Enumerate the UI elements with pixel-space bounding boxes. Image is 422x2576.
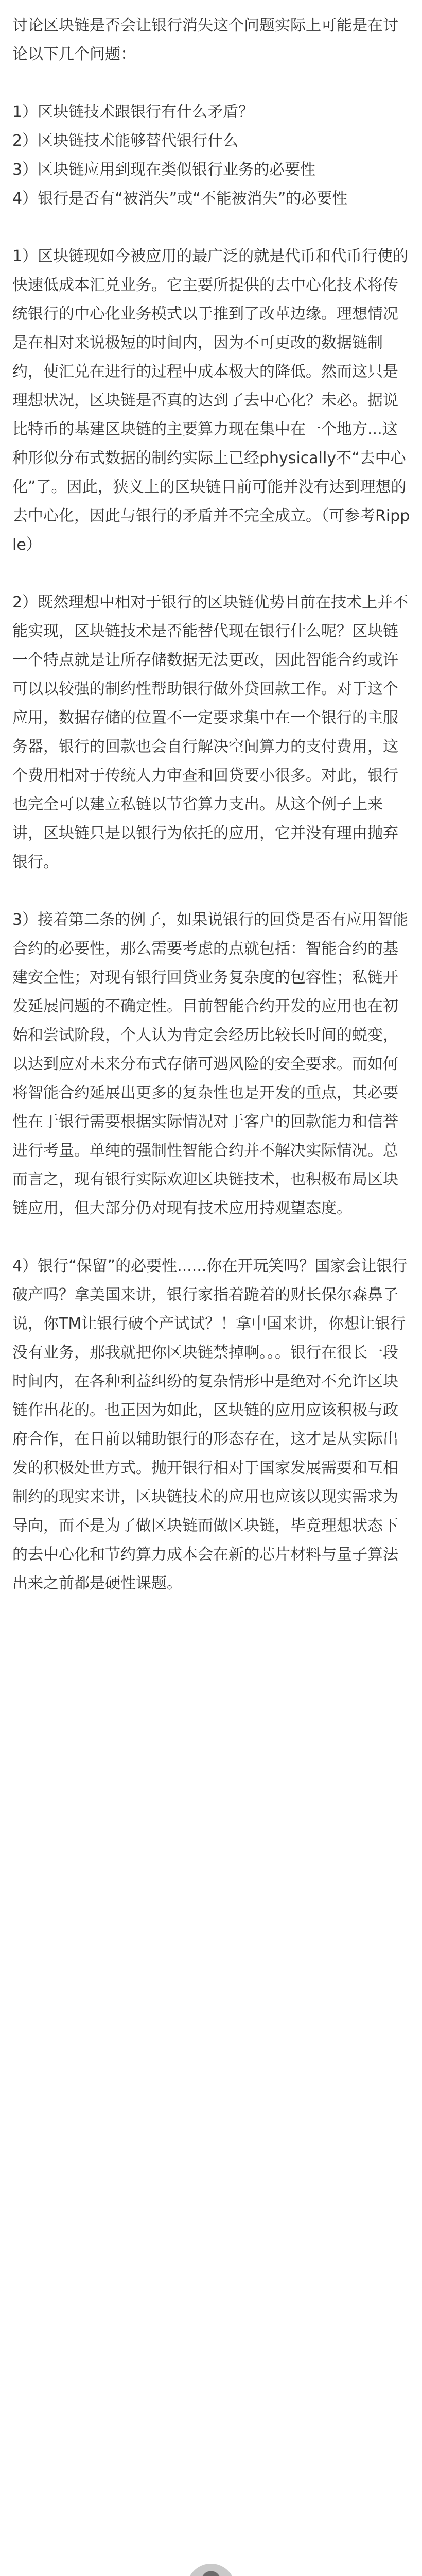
checkin-footer: [0, 2564, 422, 2576]
avatar[interactable]: [187, 2564, 235, 2576]
article-paragraph: 2）既然理想中相对于银行的区块链优势目前在技术上并不能实现，区块链技术是否能替代现在银行什么呢？区块链一个特点就是让所存储数据无法更改，因此智能合约或许可以以较强的制约性帮助银行做外贷回款工作。对于这个应用，数据存储的位置不一定要求集中在一个银行的主服务器，银行的回款也会自行解决空间算力的支付费用，这个费用相对于传统人力审查和回贷要小很多。对此，银行也完全可以建立私链以节省算力支出。从这个例子上来讲，区块链只是以银行为依托的应用，它并没有理由抛弃银行。: [12, 594, 409, 871]
article-paragraph: 4）银行“保留”的必要性......你在开玩笑吗？国家会让银行破产吗？拿美国来讲，银行家指着跪着的财长保尔森鼻子说，你TM让银行破个产试试？！拿中国来讲，你想让银行没有业务，那我就把你区块链禁掉啊。。。银行在很长一段时间内，在各种利益纠纷的复杂情形中是绝对不允许区块链作出花的。也正因为如此，区块链的应用应该积极与政府合作，在目前以辅助银行的形态存在，这才是从实际出发的积极处世方式。抛开银行相对于国家发展需要和互相制约的现实来讲，区块链技术的应用也应该以现实需求为导向，而不是为了做区块链而做区块链，毕竟理想状态下的去中心化和节约算力成本会在新的芯片材料与量子算法出来之前都是硬性课题。: [12, 1257, 408, 1592]
article-paragraph: 讨论区块链是否会让银行消失这个问题实际上可能是在讨论以下几个问题：: [12, 16, 398, 63]
article-paragraph: 1）区块链现如今被应用的最广泛的就是代币和代币行使的快速低成本汇兑业务。它主要所提供的去中心化技术将传统银行的中心化业务模式以于推到了改革边缘。理想情况是在相对来说极短的时间内，因为不可更改的数据链制约，使汇兑在进行的过程中成本极大的降低。然而这只是理想状况，区块链是否真的达到了去中心化？未必。据说比特币的基建区块链的主要算力现在集中在一个地方...这种形似分布式数据的制约实际上已经physically不“去中心化”了。因此，狭义上的区块链目前可能并没有达到理想的去中心化，因此与银行的矛盾并不完全成立。（可参考Ripple）: [12, 247, 410, 554]
article-body: [12, 11, 411, 1627]
article-paragraph: 3）接着第二条的例子，如果说银行的回贷是否有应用智能合约的必要性，那么需要考虑的点就包括：智能合约的基建安全性；对现有银行回贷业务复杂度的包容性；私链开发延展问题的不确定性。目前智能合约开发的应用也在初始和尝试阶段，个人认为肯定会经历比较长时间的蜕变，以达到应对未来分布式存储可遇风险的安全要求。而如何将智能合约延展出更多的复杂性也是开发的重点，其必要性在于银行需要根据实际情况对于客户的回款能力和信誉进行考量。单纯的强制性智能合约并不解决实际情况。总而言之，现有银行实际欢迎区块链技术，也积极布局区块链应用，但大部分仍对现有技术应用持观望态度。: [12, 911, 409, 1217]
article-paragraph: 1）区块链技术跟银行有什么矛盾？ 2）区块链技术能够替代银行什么 3）区块链应用到现在类似银行业务的必要性 4）银行是否有“被消失”或“不能被消失”的必要性: [12, 103, 348, 208]
